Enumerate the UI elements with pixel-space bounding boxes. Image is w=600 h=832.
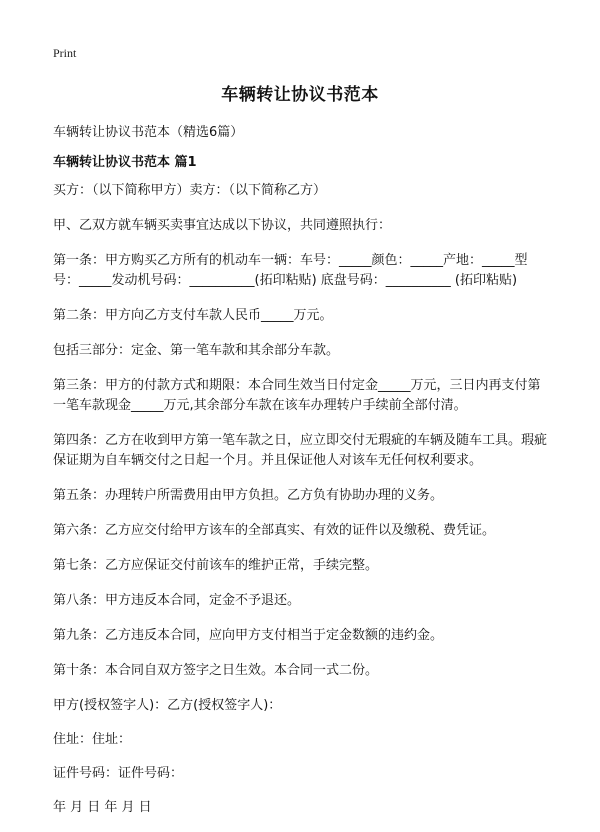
section-heading: 车辆转让协议书范本 篇1 [53, 155, 197, 170]
paragraph-article-1: 第一条：甲方购买乙方所有的机动车一辆：车号：_____颜色：_____产地：_____型号：_____发动机号码：__________(拓印粘贴) 底盘号码：__________ (拓印粘贴) [53, 253, 528, 288]
paragraph-article-10: 第十条：本合同自双方签字之日生效。本合同一式二份。 [53, 663, 379, 678]
print-link[interactable]: Print [53, 46, 77, 60]
id-number-line: 证件号码：证件号码： [53, 766, 184, 781]
paragraph-payment-parts: 包括三部分：定金、第一笔车款和其余部分车款。 [53, 343, 340, 358]
paragraph-article-9: 第九条：乙方违反本合同，应向甲方支付相当于定金数额的违约金。 [53, 628, 444, 643]
paragraph-parties: 买方：（以下简称甲方）卖方：（以下简称乙方） [53, 183, 327, 198]
document-subtitle: 车辆转让协议书范本（精选6篇） [53, 125, 244, 140]
paragraph-article-3: 第三条：甲方的付款方式和期限：本合同生效当日付定金_____万元，三日内再支付第一笔车款现金_____万元,其余部分车款在该车办理转户手续前全部付清。 [53, 378, 541, 413]
document-body [53, 181, 548, 832]
address-line: 住址：住址： [53, 732, 132, 747]
signature-line: 甲方(授权签字人)：乙方(授权签字人)： [53, 698, 282, 713]
paragraph-agreement-intro: 甲、乙双方就车辆买卖事宜达成以下协议，共同遵照执行： [53, 218, 392, 233]
paragraph-article-4: 第四条：乙方在收到甲方第一笔车款之日，应立即交付无瑕疵的车辆及随车工具。瑕疵保证期为自车辆交付之日起一个月。并且保证他人对该车无任何权利要求。 [53, 433, 548, 468]
paragraph-article-2: 第二条：甲方向乙方支付车款人民币_____万元。 [53, 308, 333, 323]
paragraph-article-5: 第五条：办理转户所需费用由甲方负担。乙方负有协助办理的义务。 [53, 488, 444, 503]
paragraph-article-7: 第七条：乙方应保证交付前该车的维护正常，手续完整。 [53, 558, 379, 573]
date-line: 年 月 日 年 月 日 [53, 800, 152, 815]
paragraph-article-8: 第八条：甲方违反本合同，定金不予退还。 [53, 593, 301, 608]
paragraph-article-6: 第六条：乙方应交付给甲方该车的全部真实、有效的证件以及缴税、费凭证。 [53, 523, 496, 538]
document-title: 车辆转让协议书范本 [221, 85, 379, 105]
